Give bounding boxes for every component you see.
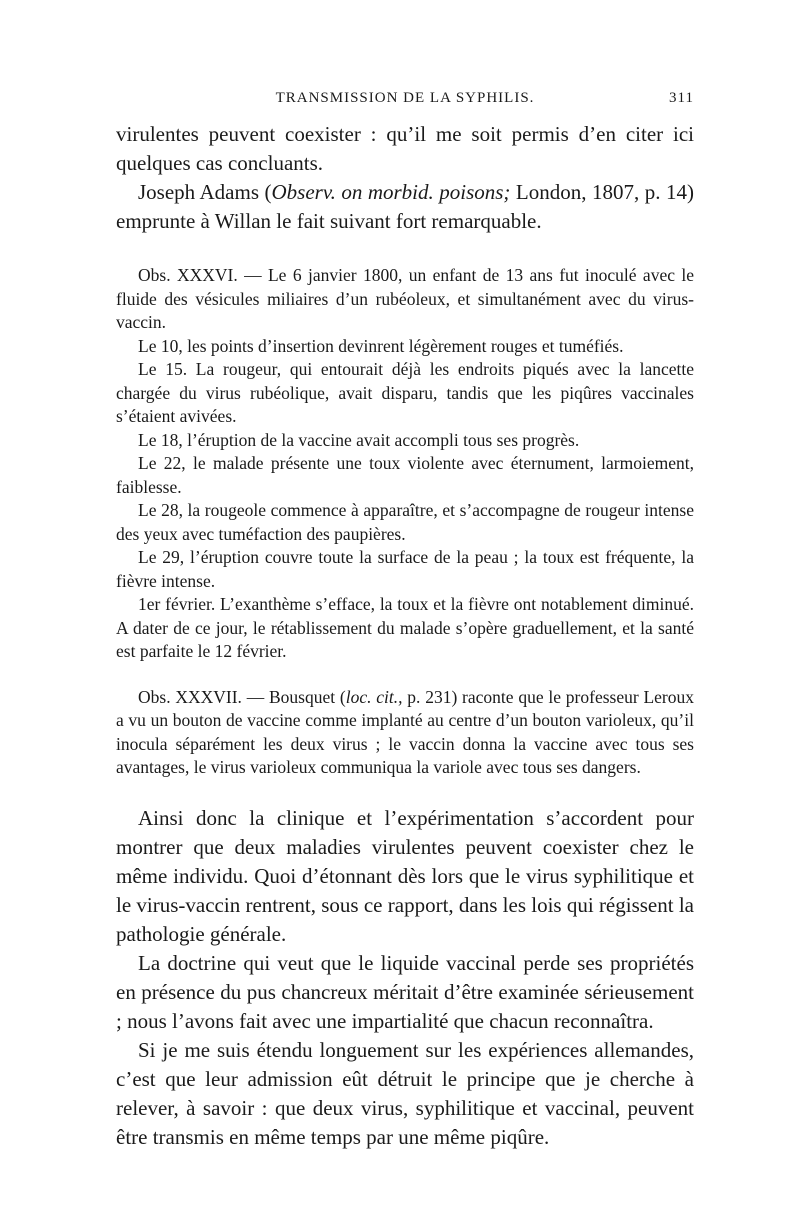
obs36-day-18: Le 18, l’éruption de la vaccine avait accompli tous ses progrès. bbox=[138, 429, 580, 450]
obs37-italic: loc. cit., bbox=[345, 686, 403, 707]
obs36-opening: Obs. XXXVI. — Le 6 janvier 1800, un enfant de 13 ans fut inoculé avec le fluide des vésicules miliaires d’un rubéoleux, et simultanément avec du virus-vaccin. bbox=[116, 265, 694, 332]
intro-paragraph: virulentes peuvent coexister : qu’il me soit permis d’en citer ici quelques cas concluants. bbox=[116, 122, 694, 175]
obs36-feb-1: 1er février. L’exanthème s’efface, la toux et la fièvre ont notablement diminué. A dater de ce jour, le rétablissement du malade s’opère graduellement, et la santé est parfaite le 12 février. bbox=[116, 594, 694, 661]
conclusion-paragraph-1: Ainsi donc la clinique et l’expérimentation s’accordent pour montrer que deux maladies virulentes peuvent coexister chez le même individu. Quoi d’étonnant dès lors que le virus syphilitique et le virus-vaccin rentrent, sous ce rapport, dans les lois qui régissent la pathologie générale. bbox=[116, 805, 694, 946]
obs37-text: Obs. XXXVII. — Bousquet (loc. cit., p. 231) raconte que le professeur Leroux a vu un bouton de vaccine comme implanté au centre d’un bouton varioleux, qu’il inocula séparément les deux virus ; le vaccin donna la vaccine avec tous ses avantages, le virus varioleux communiqua la variole avec tous ses dangers. bbox=[116, 686, 694, 777]
obs36-day-28: Le 28, la rougeole commence à apparaître, et s’accompagne de rougeur intense des yeux avec tuméfaction des paupières. bbox=[116, 500, 694, 544]
observation-37 bbox=[116, 686, 694, 780]
header-title: TRANSMISSION DE LA SYPHILIS. bbox=[275, 90, 535, 106]
running-header bbox=[116, 90, 694, 120]
obs36-day-15: Le 15. La rougeur, qui entourait déjà les endroits piqués avec la lancette chargée du virus rubéolique, avait disparu, tandis que les piqûres vaccinales s’étaient avivées. bbox=[116, 359, 694, 426]
obs36-day-22: Le 22, le malade présente une toux violente avec éternument, larmoiement, faiblesse. bbox=[116, 453, 694, 497]
obs36-day-10: Le 10, les points d’insertion devinrent légèrement rouges et tuméfiés. bbox=[138, 335, 624, 356]
page-number: 311 bbox=[669, 90, 694, 106]
adams-title-italic: Observ. on morbid. poisons; bbox=[271, 180, 511, 204]
conclusion-paragraph-3: Si je me suis étendu longuement sur les expériences allemandes, c’est que leur admission eût détruit le principe que je cherche à relever, à savoir : que deux virus, syphilitique et vaccinal, peuvent être transmis en même temps par une même piqûre. bbox=[116, 1037, 694, 1149]
observation-36 bbox=[116, 264, 694, 664]
conclusion-paragraph-2: La doctrine qui veut que le liquide vaccinal perde ses propriétés en présence du pus chancreux méritait d’être examinée sérieusement ; nous l’avons fait avec une impartialité que chacun reconnaîtra. bbox=[116, 950, 694, 1033]
obs36-day-29: Le 29, l’éruption couvre toute la surface de la peau ; la toux est fréquente, la fièvre intense. bbox=[116, 547, 694, 591]
adams-paragraph: Joseph Adams (Observ. on morbid. poisons; London, 1807, p. 14) emprunte à Willan le fait suivant fort remarquable. bbox=[116, 180, 694, 233]
